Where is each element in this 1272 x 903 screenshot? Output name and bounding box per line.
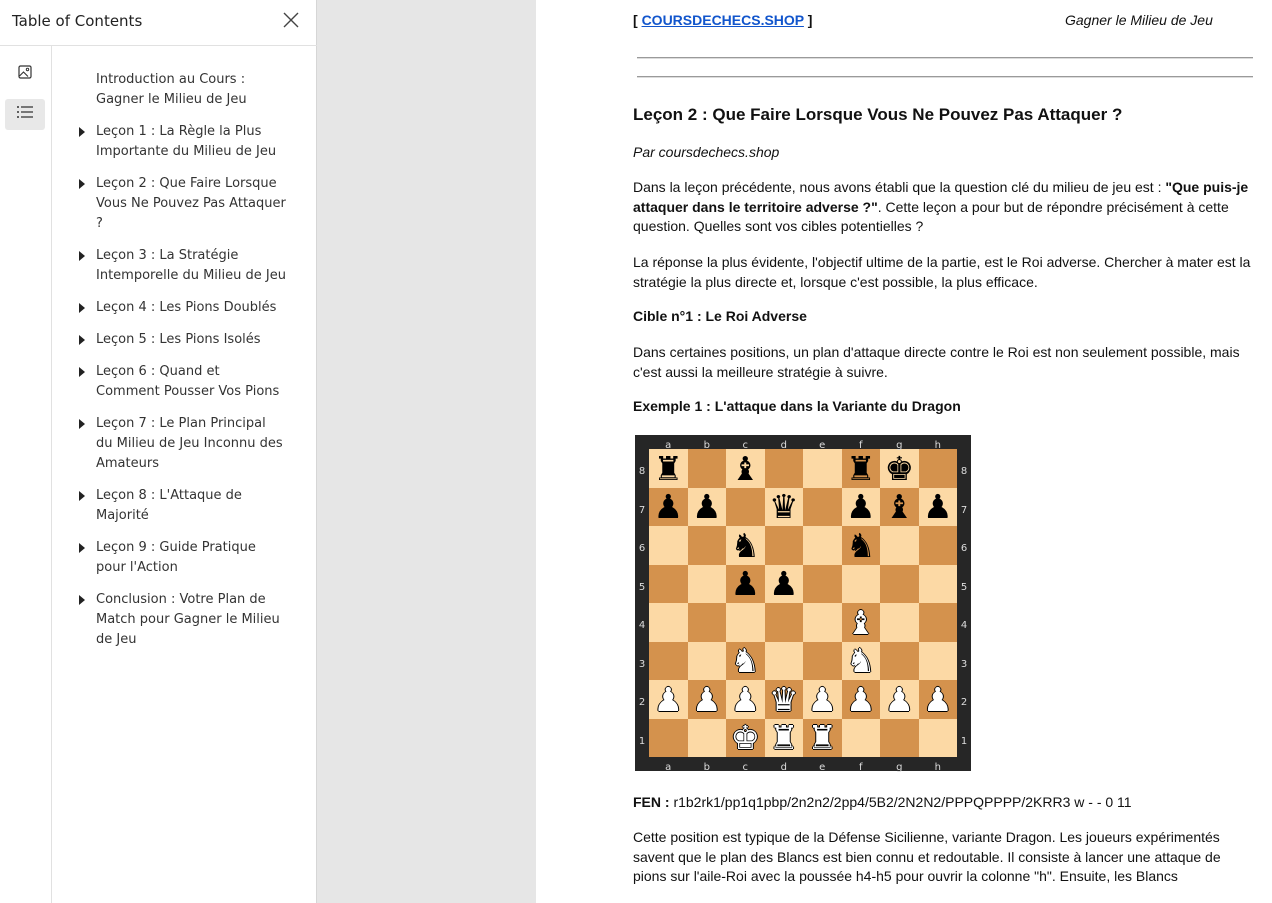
file-label: g <box>896 762 903 773</box>
square-a2 <box>649 680 688 719</box>
square-d3 <box>765 642 804 681</box>
text-run: Dans la leçon précédente, nous avons établi que la question clé du milieu de jeu est : <box>633 179 1166 195</box>
header-rule <box>637 76 1253 78</box>
toc-item-lecon-7[interactable] <box>53 414 316 474</box>
square-d6 <box>765 526 804 565</box>
toc-item-conclusion[interactable] <box>53 590 316 650</box>
rank-label: 1 <box>960 735 968 747</box>
rank-label: 1 <box>638 735 646 747</box>
expand-arrow-icon[interactable] <box>79 543 85 553</box>
page-header-site <box>633 11 812 31</box>
square-d2 <box>765 680 804 719</box>
paragraph-answer: La réponse la plus évidente, l'objectif ultime de la partie, est le Roi adverse. Chercher à mater est la stratégie la plus directe et, lorsque c'est possible, la plus efficace. <box>633 254 1251 290</box>
thumbnail-view-button[interactable] <box>5 59 45 90</box>
file-label: c <box>742 762 748 773</box>
black-rook-icon: ♜ <box>845 448 876 488</box>
black-bishop-icon: ♝ <box>730 448 761 488</box>
rank-label: 8 <box>638 466 646 477</box>
toc-item-lecon-8[interactable] <box>53 486 316 526</box>
file-label: a <box>665 440 672 451</box>
square-c5 <box>726 565 765 604</box>
square-b1 <box>688 719 727 758</box>
byline: Par coursdechecs.shop <box>633 144 780 160</box>
black-pawn-icon: ♟ <box>845 487 876 527</box>
outline-view-button[interactable] <box>5 99 45 130</box>
black-knight-icon: ♞ <box>845 525 876 565</box>
rank-label: 5 <box>960 581 968 593</box>
chess-diagram <box>635 435 971 771</box>
square-f4 <box>842 603 881 642</box>
toc-item-introduction[interactable] <box>53 70 316 110</box>
black-king-icon: ♚ <box>884 448 915 488</box>
square-a3 <box>649 642 688 681</box>
square-h2 <box>919 680 958 719</box>
black-knight-icon: ♞ <box>730 525 761 565</box>
white-rook-icon: ♜ <box>768 718 799 758</box>
file-label: f <box>858 762 863 773</box>
black-pawn-icon: ♟ <box>730 564 761 604</box>
toc-item-lecon-5[interactable] <box>53 330 316 350</box>
rank-label: 7 <box>960 504 968 516</box>
file-label: b <box>703 440 710 451</box>
paragraph-attack: Dans certaines positions, un plan d'attaque directe contre le Roi est non seulement possible, mais c'est aussi la meilleure stratégie à suivre. <box>633 344 1240 380</box>
black-pawn-icon: ♟ <box>768 564 799 604</box>
square-e1 <box>803 719 842 758</box>
key-question: "Que puis-je attaquer dans le territoire adverse ?" <box>633 179 1249 215</box>
square-h1 <box>919 719 958 758</box>
square-a6 <box>649 526 688 565</box>
square-h5 <box>919 565 958 604</box>
square-f2 <box>842 680 881 719</box>
toc-item-label: Leçon 2 : Que Faire Lorsque Vous Ne Pouvez Pas Attaquer ? <box>96 176 286 231</box>
square-f5 <box>842 565 881 604</box>
square-g4 <box>880 603 919 642</box>
rank-label: 3 <box>960 658 968 670</box>
white-rook-icon: ♜ <box>807 718 838 758</box>
black-bishop-icon: ♝ <box>884 487 915 527</box>
square-d1 <box>765 719 804 758</box>
fen-line <box>633 793 1255 813</box>
square-g3 <box>880 642 919 681</box>
image-icon <box>17 64 33 85</box>
file-label: e <box>819 762 826 773</box>
square-h3 <box>919 642 958 681</box>
list-icon <box>16 105 34 124</box>
expand-arrow-icon[interactable] <box>79 367 85 377</box>
square-f3 <box>842 642 881 681</box>
close-icon[interactable] <box>281 10 301 30</box>
file-label: a <box>665 762 672 773</box>
toc-sidebar <box>0 0 317 903</box>
expand-arrow-icon[interactable] <box>79 179 85 189</box>
file-label: d <box>780 440 787 451</box>
square-c6 <box>726 526 765 565</box>
black-pawn-icon: ♟ <box>922 487 953 527</box>
file-label: h <box>934 762 941 773</box>
toc-item-lecon-6[interactable] <box>53 362 316 402</box>
file-label: c <box>742 440 748 451</box>
white-pawn-icon: ♟ <box>884 679 915 719</box>
square-c4 <box>726 603 765 642</box>
header-rule <box>637 57 1253 59</box>
black-pawn-icon: ♟ <box>653 487 684 527</box>
white-pawn-icon: ♟ <box>845 679 876 719</box>
lesson-title: Leçon 2 : Que Faire Lorsque Vous Ne Pouvez Pas Attaquer ? <box>633 105 1123 124</box>
bracket-close: ] <box>803 12 813 28</box>
document-page <box>536 0 1272 903</box>
rank-label: 6 <box>960 543 968 554</box>
white-knight-icon: ♞ <box>845 641 876 681</box>
rank-label: 6 <box>638 543 646 554</box>
toc-item-lecon-3[interactable] <box>53 246 316 286</box>
file-label: g <box>896 440 903 451</box>
text-run: . Cette leçon a pour but de répondre précisément à cette question. Quelles sont vos cibles potentielles ? <box>633 198 1229 234</box>
toc-item-lecon-9[interactable] <box>53 538 316 578</box>
toc-item-label: Leçon 8 : L'Attaque de Majorité <box>96 488 242 523</box>
square-e3 <box>803 642 842 681</box>
rank-label: 8 <box>960 466 968 477</box>
expand-arrow-icon[interactable] <box>79 127 85 137</box>
expand-arrow-icon[interactable] <box>79 491 85 501</box>
square-e4 <box>803 603 842 642</box>
expand-arrow-icon[interactable] <box>79 595 85 605</box>
expand-arrow-icon[interactable] <box>79 251 85 261</box>
square-e5 <box>803 565 842 604</box>
toc-item-label: Conclusion : Votre Plan de Match pour Gagner le Milieu de Jeu <box>96 592 280 647</box>
square-d7 <box>765 488 804 527</box>
toc-item-label: Leçon 6 : Quand et Comment Pousser Vos Pions <box>96 364 280 399</box>
square-g7 <box>880 488 919 527</box>
expand-arrow-icon[interactable] <box>79 419 85 429</box>
square-a7 <box>649 488 688 527</box>
square-g2 <box>880 680 919 719</box>
square-b4 <box>688 603 727 642</box>
toc-item-label: Leçon 9 : Guide Pratique pour l'Action <box>96 540 256 575</box>
page-header-title: Gagner le Milieu de Jeu <box>1065 12 1213 28</box>
white-pawn-icon: ♟ <box>730 679 761 719</box>
square-b5 <box>688 565 727 604</box>
rank-label: 3 <box>638 658 646 670</box>
square-c3 <box>726 642 765 681</box>
expand-arrow-icon[interactable] <box>79 335 85 345</box>
file-label: e <box>819 440 826 451</box>
square-h4 <box>919 603 958 642</box>
toc-item-label: Introduction au Cours : Gagner le Milieu de Jeu <box>96 72 247 107</box>
rank-label: 4 <box>960 620 968 631</box>
bracket-open: [ <box>633 12 642 28</box>
square-h6 <box>919 526 958 565</box>
file-label: h <box>934 440 941 451</box>
toc-item-label: Leçon 4 : Les Pions Doublés <box>96 300 277 315</box>
site-link[interactable]: COURSDECHECS.SHOP <box>641 12 804 28</box>
square-c2 <box>726 680 765 719</box>
square-b3 <box>688 642 727 681</box>
square-c1 <box>726 719 765 758</box>
expand-arrow-icon[interactable] <box>79 303 85 313</box>
white-pawn-icon: ♟ <box>922 679 953 719</box>
toc-title: Table of Contents <box>12 12 143 30</box>
square-e6 <box>803 526 842 565</box>
square-d4 <box>765 603 804 642</box>
fen-label: FEN : <box>633 794 670 810</box>
white-pawn-icon: ♟ <box>691 679 722 719</box>
toc-item-lecon-1[interactable] <box>53 122 316 162</box>
square-a1 <box>649 719 688 758</box>
square-g1 <box>880 719 919 758</box>
rank-label: 7 <box>638 504 646 516</box>
square-a4 <box>649 603 688 642</box>
white-pawn-icon: ♟ <box>653 679 684 719</box>
toc-item-label: Leçon 7 : Le Plan Principal du Milieu de Jeu Inconnu des Amateurs <box>96 416 283 471</box>
square-b6 <box>688 526 727 565</box>
square-f7 <box>842 488 881 527</box>
square-a5 <box>649 565 688 604</box>
toc-item-lecon-4[interactable] <box>53 298 316 318</box>
example-heading: Exemple 1 : L'attaque dans la Variante du Dragon <box>633 398 961 414</box>
white-king-icon: ♚ <box>730 718 761 758</box>
square-f1 <box>842 719 881 758</box>
paragraph-intro <box>633 178 1255 237</box>
square-e2 <box>803 680 842 719</box>
rank-label: 4 <box>638 620 646 631</box>
toc-item-lecon-2[interactable] <box>53 174 316 234</box>
black-rook-icon: ♜ <box>653 448 684 488</box>
fen-value: r1b2rk1/pp1q1pbp/2n2n2/2pp4/5B2/2N2N2/PPPQPPPP/2KRR3 w - - 0 11 <box>669 794 1132 810</box>
rank-label: 2 <box>638 697 646 708</box>
rank-label: 2 <box>960 697 968 708</box>
file-label: b <box>703 762 710 773</box>
white-pawn-icon: ♟ <box>807 679 838 719</box>
file-label: d <box>780 762 787 773</box>
toc-item-label: Leçon 1 : La Règle la Plus Importante du Milieu de Jeu <box>96 124 277 159</box>
target-heading: Cible n°1 : Le Roi Adverse <box>633 308 807 324</box>
chess-board <box>649 449 957 757</box>
square-e7 <box>803 488 842 527</box>
square-b2 <box>688 680 727 719</box>
white-queen-icon: ♛ <box>768 679 799 719</box>
square-d5 <box>765 565 804 604</box>
rank-label: 5 <box>638 581 646 593</box>
white-knight-icon: ♞ <box>730 641 761 681</box>
square-h7 <box>919 488 958 527</box>
square-g6 <box>880 526 919 565</box>
square-f6 <box>842 526 881 565</box>
paragraph-explanation: Cette position est typique de la Défense Sicilienne, variante Dragon. Les joueurs expérimentés savent que le plan des Blancs est bien connu et redoutable. Il consiste à lancer une attaque de pions sur l'aile-Roi avec la poussée h4-h5 pour ouvrir la colonne "h". Ensuite, les Blancs <box>633 829 1221 884</box>
toc-item-label: Leçon 5 : Les Pions Isolés <box>96 332 261 347</box>
white-bishop-icon: ♝ <box>845 602 876 642</box>
square-b7 <box>688 488 727 527</box>
square-g5 <box>880 565 919 604</box>
square-c7 <box>726 488 765 527</box>
toc-item-label: Leçon 3 : La Stratégie Intemporelle du Milieu de Jeu <box>96 248 286 283</box>
toc-header <box>0 0 317 46</box>
view-rail <box>0 46 52 903</box>
file-label: f <box>858 440 863 451</box>
viewer-background <box>317 0 536 903</box>
black-pawn-icon: ♟ <box>691 487 722 527</box>
black-queen-icon: ♛ <box>768 487 799 527</box>
